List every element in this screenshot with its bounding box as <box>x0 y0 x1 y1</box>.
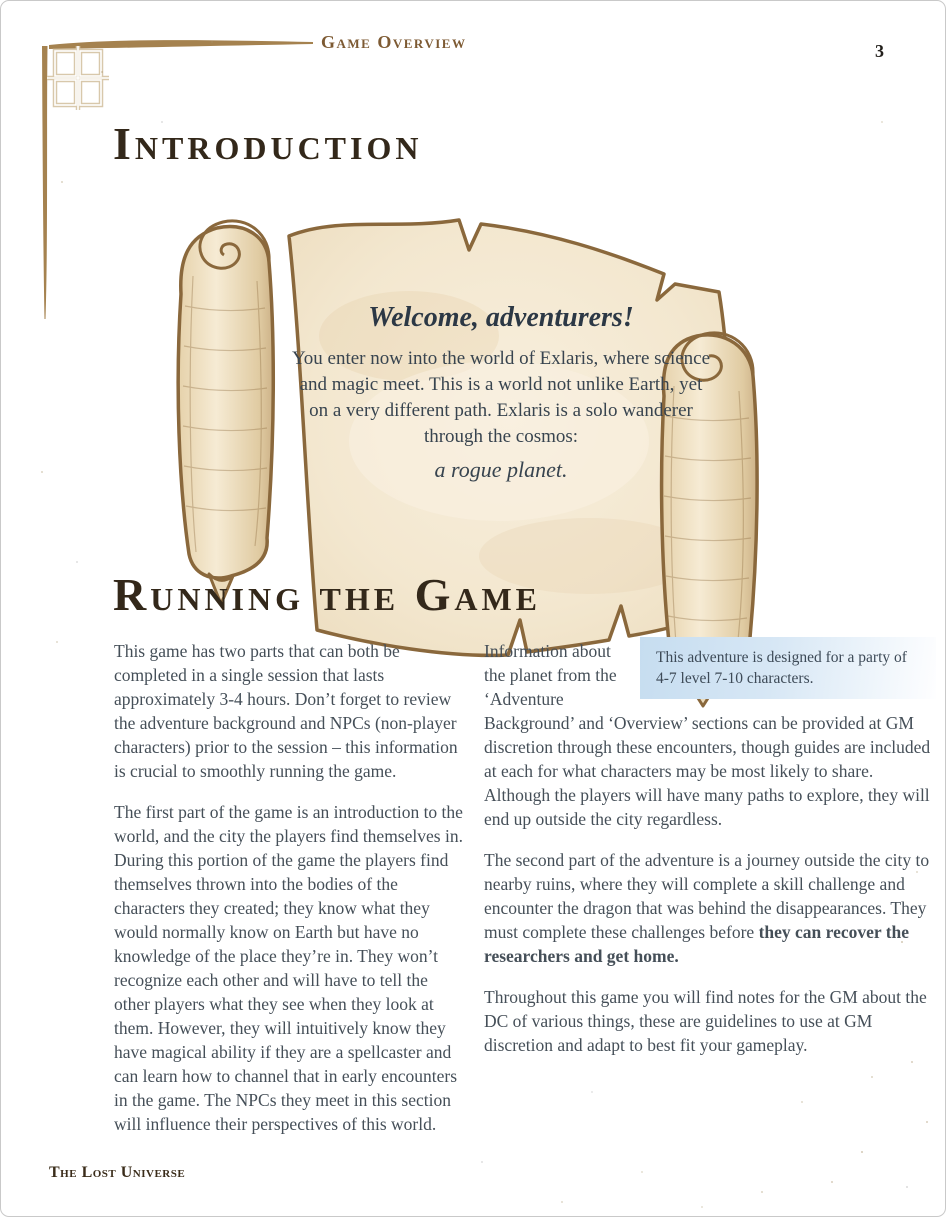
section-label: Game Overview <box>321 32 467 52</box>
scroll-body-text: You enter now into the world of Exlaris, where science and magic meet. This is a world not unlike Earth, yet on a very different path. Exlaris is a solo wanderer through the cosmos: <box>291 348 711 447</box>
callout-text: This adventure is designed for a party of 4-7 level 7-10 characters. <box>656 649 907 687</box>
celtic-knot-icon <box>47 46 109 110</box>
paragraph: The first part of the game is an introduction to the world, and the city the players find themselves in. During this portion of the game the players find themselves thrown into the bodies of the characters they created; they know what they would normally know on Earth but have no knowledge of the place they’re in. They won’t recognize each other and will have to tell the other players what they see when they look at them. However, they will intuitively know they have magical ability if they are a spellcaster and can learn how to channel that in early encounters in the game. The NPCs they meet in this section will influence their perspectives of this world. <box>114 802 463 1134</box>
paragraph: This game has two parts that can both be completed in a single session that lasts approximately 3-4 hours. Don’t forget to review the adventure background and NPCs (non-player characters) prior to the session – this information is crucial to smoothly running the game. <box>114 641 458 781</box>
scroll-tagline: a rogue planet. <box>434 457 568 482</box>
page-number: 3 <box>875 41 884 61</box>
paragraph: Throughout this game you will find notes for the GM about the DC of various things, these are guidelines to use at GM discretion and adapt to best fit your gameplay. <box>484 987 927 1055</box>
header-rule-horizontal <box>49 40 313 49</box>
paragraph-bold-text: they can recover the researchers and get home. <box>484 922 910 966</box>
left-column <box>114 639 466 1153</box>
right-column <box>484 639 936 1153</box>
body-columns <box>114 639 938 1153</box>
scroll-title: Welcome, adventurers! <box>368 302 634 333</box>
scroll-text-block <box>289 302 713 483</box>
header-rule-vertical <box>42 46 48 319</box>
intro-heading: Introduction <box>113 118 423 169</box>
paper-speckles <box>1 1 3 3</box>
paragraph-text: The second part of the adventure is a journey outside the city to nearby ruins, where they will complete a skill challenge and encounter the dragon that was behind the disappearances. They must complete these challenges before <box>484 850 930 942</box>
paragraph <box>484 639 936 831</box>
parchment-scroll-illustration <box>159 186 839 709</box>
running-heading: Running the Game <box>113 569 542 620</box>
footer-title: The Lost Universe <box>49 1164 186 1181</box>
paragraph-text: Information about the planet from the ‘Adventure Background’ and ‘Overview’ sections can be provided at GM discretion through these encounters, though guides are included at each for what characters may be most likely to share. Although the players will have many paths to explore, they will end up outside the city regardless. <box>484 641 931 829</box>
party-level-callout <box>640 637 936 699</box>
paragraph <box>484 848 936 968</box>
